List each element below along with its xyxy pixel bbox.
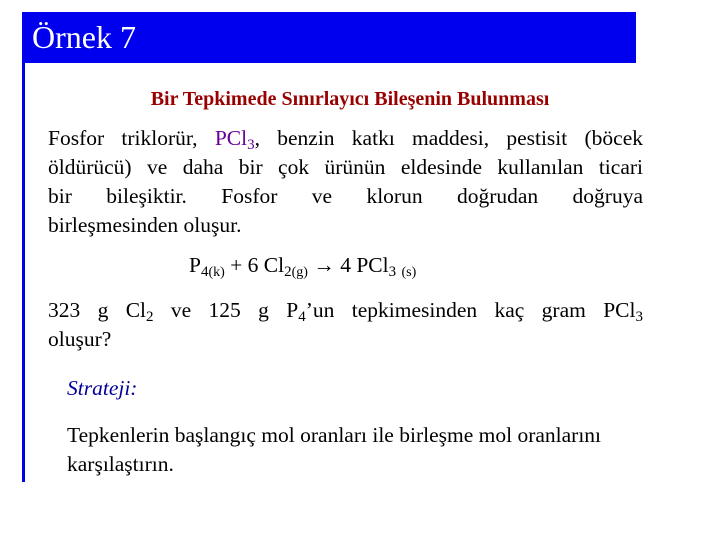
intro-line-1: Fosfor triklorür, PCl$_3$, benzin katkı maddesi, pestisit (böcek xyxy=(48,126,643,153)
question-line-2: oluşur? xyxy=(48,327,112,351)
strategy-text xyxy=(67,421,667,479)
intro-line-3: bir bileşiktir. Fosfor ve klorun doğrudan doğruya xyxy=(48,184,643,208)
intro-paragraph xyxy=(48,124,643,240)
strategy-line-1: Tepkenlerin başlangıç mol oranları ile birleşme mol oranlarını xyxy=(67,423,602,447)
title-bar xyxy=(24,12,636,63)
slide-subtitle: Bir Tepkimede Sınırlayıcı Bileşenin Bulunması xyxy=(150,88,550,110)
question-paragraph xyxy=(48,296,643,354)
intro-line-4: birleşmesinden oluşur. xyxy=(48,213,242,237)
formula-pcl3: PCl$_3$ xyxy=(214,126,255,153)
strategy-label: Strateji: xyxy=(67,376,138,400)
question-line-1: 323 g $Cl_2$ ve 125 g $P_4’un$ tepkimesinden kaç gram PCl$_3$ xyxy=(48,298,643,325)
reaction-equation: $P_{4(k)} + 6$ $Cl_{2(g)} \to 4$ PCl$_3$ $_{(s)}$ xyxy=(189,253,417,280)
strategy-line-2: karşılaştırın. xyxy=(67,452,174,476)
slide-title: Örnek 7 xyxy=(32,19,136,55)
intro-line-2: öldürücü) ve daha bir çok ürünün eldesinde kullanılan ticari xyxy=(48,155,643,179)
left-accent-rule xyxy=(22,12,25,482)
